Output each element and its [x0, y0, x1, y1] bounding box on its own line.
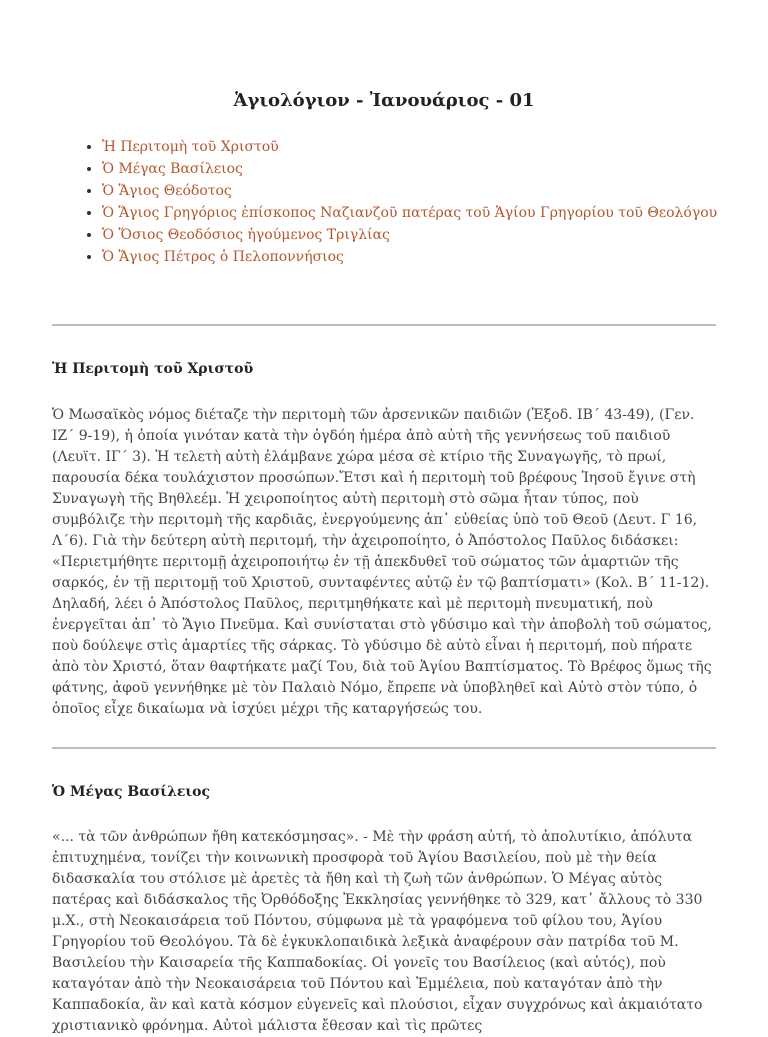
page-title-main: Ἁγιολόγιον - Ἰανουάριος [233, 90, 490, 111]
section-body-megas-vasileios: «... τὰ τῶν ἀνθρώπων ἤθη κατεκόσμησας». - Μὲ τὴν φράση αὐτή, τὸ ἀπολυτίκιο, ἀπόλυτα ἐπιτυχημένα, τονίζει τὴν κοινωνικὴ προσφορὰ τοῦ Ἁγίου Βασιλείου, ποὺ μὲ τὴν θεία διδασκαλία του στόλισε μὲ ἀρετὲς τὰ ἤθη καὶ τὴ ζωὴ τῶν ἀνθρώπων. Ὁ Μέγας αὐτὸς πατέρας καὶ διδάσκαλος τῆς Ὀρθόδοξης Ἐκκλησίας γεννήθηκε τὸ 329, κατ᾿ ἄλλους τὸ 330 μ.Χ., στὴ Νεοκαισάρεια τοῦ Πόντου, σύμφωνα μὲ τὰ γραφόμενα τοῦ φίλου του, Ἁγίου Γρηγορίου τοῦ Θεολόγου. Τὰ δὲ ἐγκυκλοπαιδικὰ λεξικὰ ἀναφέρουν σὰν πατρίδα τοῦ Μ. Βασιλείου τὴν Καισαρεία τῆς Καππαδοκίας. Οἱ γονεῖς του Βασίλειος (καὶ αὐτός), ποὺ καταγόταν ἀπὸ τὴν Νεοκαισάρεια τοῦ Πόντου καὶ Ἐμμέλεια, ποὺ καταγόταν ἀπὸ τὴν Καππαδοκία, ἂν καὶ κατὰ κόσμον εὐγενεῖς καὶ πλούσιοι, εἶχαν συγχρόνως καὶ ἀκμαιότατο χριστιανικὸ φρόνημα. Αὐτοὶ μάλιστα ἔθεσαν καὶ τὶς πρῶτες [52, 829, 703, 1034]
section-title-peritomi: Ἡ Περιτομὴ τοῦ Χριστοῦ [52, 361, 254, 377]
toc-link-theodotos[interactable]: Ὁ Ἅγιος Θεόδοτος [102, 183, 232, 199]
toc-link-megas-vasileios[interactable]: Ὁ Μέγας Βασίλειος [102, 161, 243, 177]
page-title-number: - 01 [489, 90, 535, 111]
page-title [0, 90, 768, 111]
toc-link-peritomi[interactable]: Ἡ Περιτομὴ τοῦ Χριστοῦ [102, 139, 279, 155]
toc-link-grigorios[interactable]: Ὁ Ἅγιος Γρηγόριος ἐπίσκοπος Ναζιανζοῦ πατέρας τοῦ Ἁγίου Γρηγορίου τοῦ Θεολόγου [102, 205, 718, 221]
section-divider [52, 324, 716, 326]
toc-item [102, 246, 722, 268]
toc-item [102, 180, 722, 202]
section-divider [52, 747, 716, 749]
section-title-megas-vasileios: Ὁ Μέγας Βασίλειος [52, 784, 211, 800]
toc-item [102, 202, 722, 224]
table-of-contents [84, 136, 722, 268]
toc-link-petros[interactable]: Ὁ Ἅγιος Πέτρος ὁ Πελοποννήσιος [102, 249, 344, 265]
toc-item [102, 224, 722, 246]
toc-item [102, 136, 722, 158]
toc-link-theodosios[interactable]: Ὁ Ὅσιος Θεοδόσιος ἡγούμενος Τριγλίας [102, 227, 390, 243]
section-body-peritomi: Ὁ Μωσαϊκὸς νόμος διέταζε τὴν περιτομὴ τῶν ἀρσενικῶν παιδιῶν (Ἐξοδ. ΙΒ΄ 43-49), (Γεν. ΙΖ΄ 9-19), ἡ ὁποία γινόταν κατὰ τὴν ὀγδόη ἡμέρα ἀπὸ αὐτὴ τῆς γεννήσεως τοῦ παιδιοῦ (Λευϊτ. ΙΓ΄ 3). Ἡ τελετὴ αὐτὴ ἐλάμβανε χώρα μέσα σὲ κτίριο τῆς Συναγωγῆς, τὸ πρωί, παρουσία δέκα τουλάχιστον προσώπων.Ἔτσι καὶ ἡ περιτομὴ τοῦ βρέφους Ἰησοῦ ἔγινε στὴ Συναγωγὴ τῆς Βηθλεέμ. Ἡ χειροποίητος αὐτὴ περιτομὴ στὸ σῶμα ἦταν τύπος, ποὺ συμβόλιζε τὴν περιτομὴ τῆς καρδιᾶς, ἐνεργούμενης ἀπ᾿ εὐθείας ὑπὸ τοῦ Θεοῦ (Δευτ. Γ 16, Λ΄6). Γιὰ τὴν δεύτερη αὐτὴ περιτομή, τὴν ἀχειροποίητο, ὁ Ἀπόστολος Παῦλος διδάσκει: «Περιετμήθητε περιτομῇ ἀχειροποιήτῳ ἐν τῇ ἀπεκδυθεῖ τοῦ σώματος τῶν ἁμαρτιῶν τῆς σαρκός, ἐν τῇ περιτομῇ τοῦ Χριστοῦ, συνταφέντες αὐτῷ ἐν τῷ βαπτίσματι» (Κολ. Β΄ 11-12). Δηλαδή, λέει ὁ Ἀπόστολος Παῦλος, περιτμηθήκατε καὶ μὲ περιτομὴ πνευματική, ποὺ ἐνεργεῖται ἀπ᾿ τὸ Ἅγιο Πνεῦμα. Καὶ συνίσταται στὸ γδύσιμο καὶ τὴν ἀποβολὴ τοῦ σώματος, ποὺ δούλεψε στὶς ἁμαρτίες τῆς σάρκας. Τὸ γδύσιμο δὲ αὐτὸ εἶναι ἡ περιτομή, ποὺ πήρατε ἀπὸ τὸν Χριστό, ὅταν θαφτήκατε μαζί Του, διὰ τοῦ Ἁγίου Βαπτίσματος. Τὸ Βρέφος ὅμως τῆς φάτνης, ἀφοῦ γεννήθηκε μὲ τὸν Παλαιὸ Νόμο, ἔπρεπε νὰ ὑποβληθεῖ καὶ Αὐτὸ στὸν τύπο, ὁ ὁποῖος εἶχε δικαίωμα νὰ ἰσχύει μέχρι τῆς καταργήσεώς του. [52, 407, 712, 717]
toc-item [102, 158, 722, 180]
